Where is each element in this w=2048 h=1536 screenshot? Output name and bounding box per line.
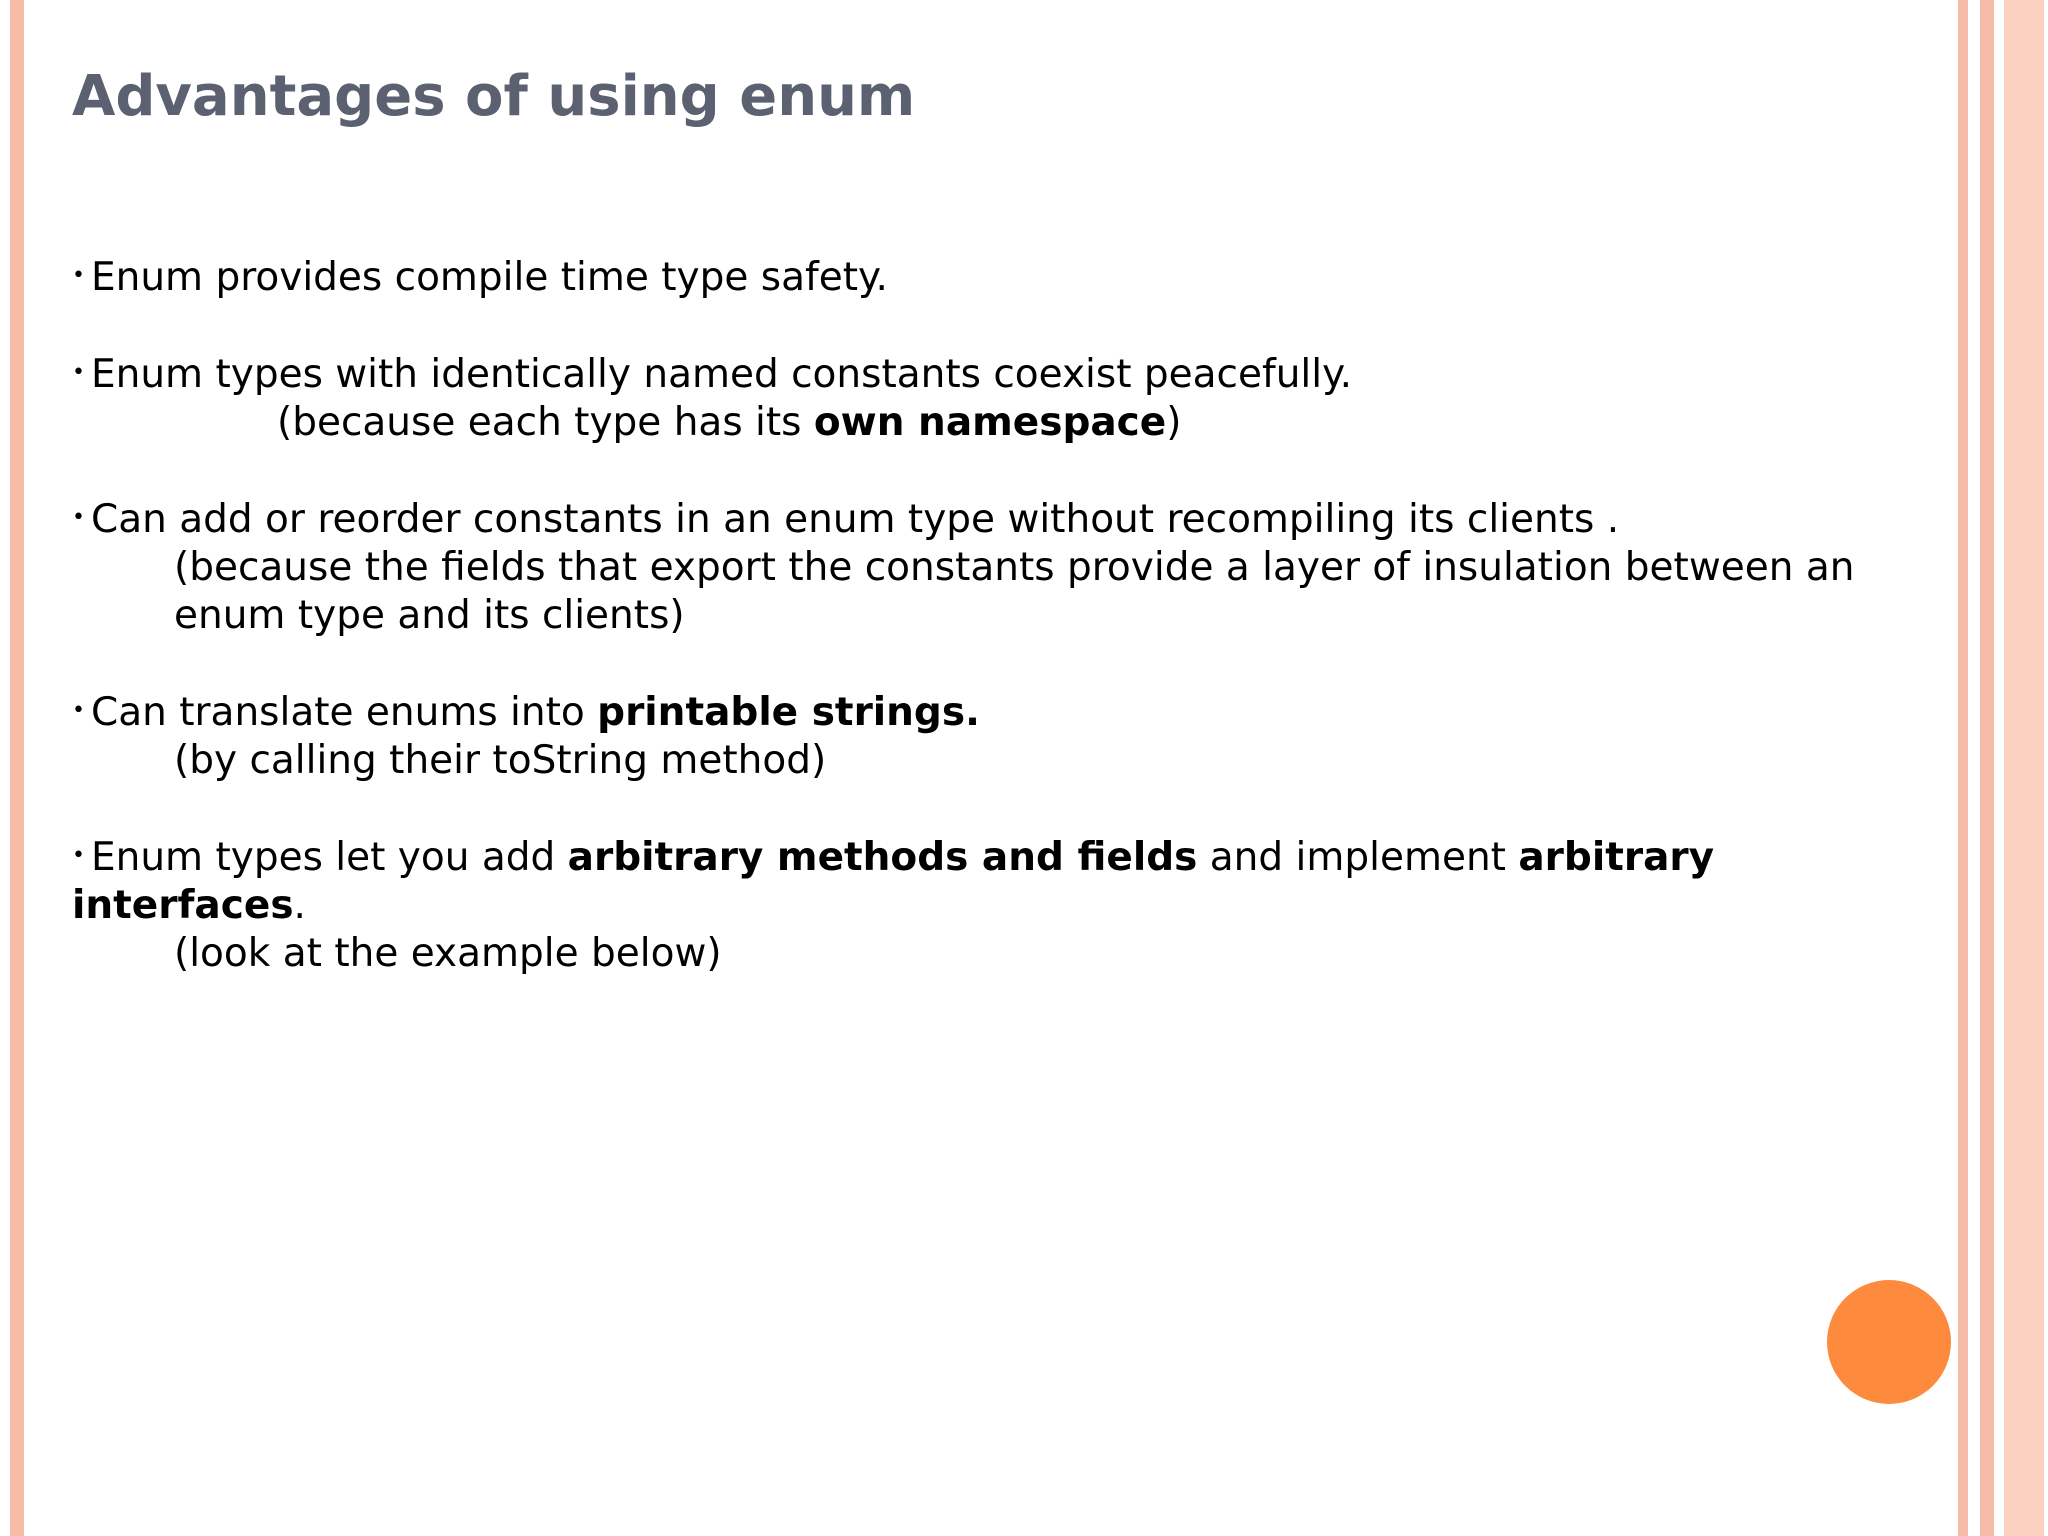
bullet-item-type-safety xyxy=(72,252,1912,302)
slide-title: Advantages of using enum xyxy=(72,64,916,129)
bullet-item-namespace xyxy=(72,349,1912,447)
left-border-stripe xyxy=(10,0,24,1536)
bullet-note: (by calling their toString method) xyxy=(174,738,827,783)
bullet-text: Can translate enums into xyxy=(90,690,598,735)
bullet-dot-icon: • xyxy=(72,505,85,530)
bullet-list xyxy=(72,252,1912,1025)
bullet-note-line-1: (because the fields that export the constants provide a layer of insulation between an xyxy=(174,545,1855,590)
note-text-end: ) xyxy=(1166,400,1182,445)
bullet-item-methods-fields xyxy=(72,832,1912,978)
bullet-dot-icon: • xyxy=(72,698,85,723)
right-border-stripe-outer xyxy=(2004,0,2044,1536)
bullet-note: (look at the example below) xyxy=(174,931,722,976)
bullet-note-line-2: enum type and its clients) xyxy=(174,593,685,638)
decorative-orange-circle xyxy=(1827,1280,1951,1404)
bullet-note xyxy=(72,399,1912,447)
bullet-emphasis-1: arbitrary methods and fields xyxy=(567,835,1198,880)
bullet-text-end: . xyxy=(293,883,306,928)
bullet-dot-icon: • xyxy=(72,843,85,868)
bullet-emphasis-2: arbitrary interfaces xyxy=(72,835,1715,928)
bullet-text: Can add or reorder constants in an enum type without recompiling its clients . xyxy=(90,497,1620,542)
bullet-emphasis: printable strings. xyxy=(597,690,980,735)
bullet-text: Enum provides compile time type safety. xyxy=(90,255,888,300)
bullet-item-reorder-constants xyxy=(72,494,1912,640)
bullet-dot-icon: • xyxy=(72,263,85,288)
bullet-text: Enum types with identically named constants coexist peacefully. xyxy=(90,352,1353,397)
bullet-text: Enum types let you add xyxy=(90,835,568,880)
bullet-dot-icon: • xyxy=(72,360,85,385)
right-border-stripe-middle xyxy=(1980,0,1994,1536)
note-text: (because each type has its xyxy=(277,400,814,445)
bullet-item-printable-strings xyxy=(72,687,1912,785)
note-emphasis: own namespace xyxy=(813,400,1167,445)
bullet-text-mid: and implement xyxy=(1197,835,1519,880)
right-border-stripe-inner xyxy=(1958,0,1968,1536)
